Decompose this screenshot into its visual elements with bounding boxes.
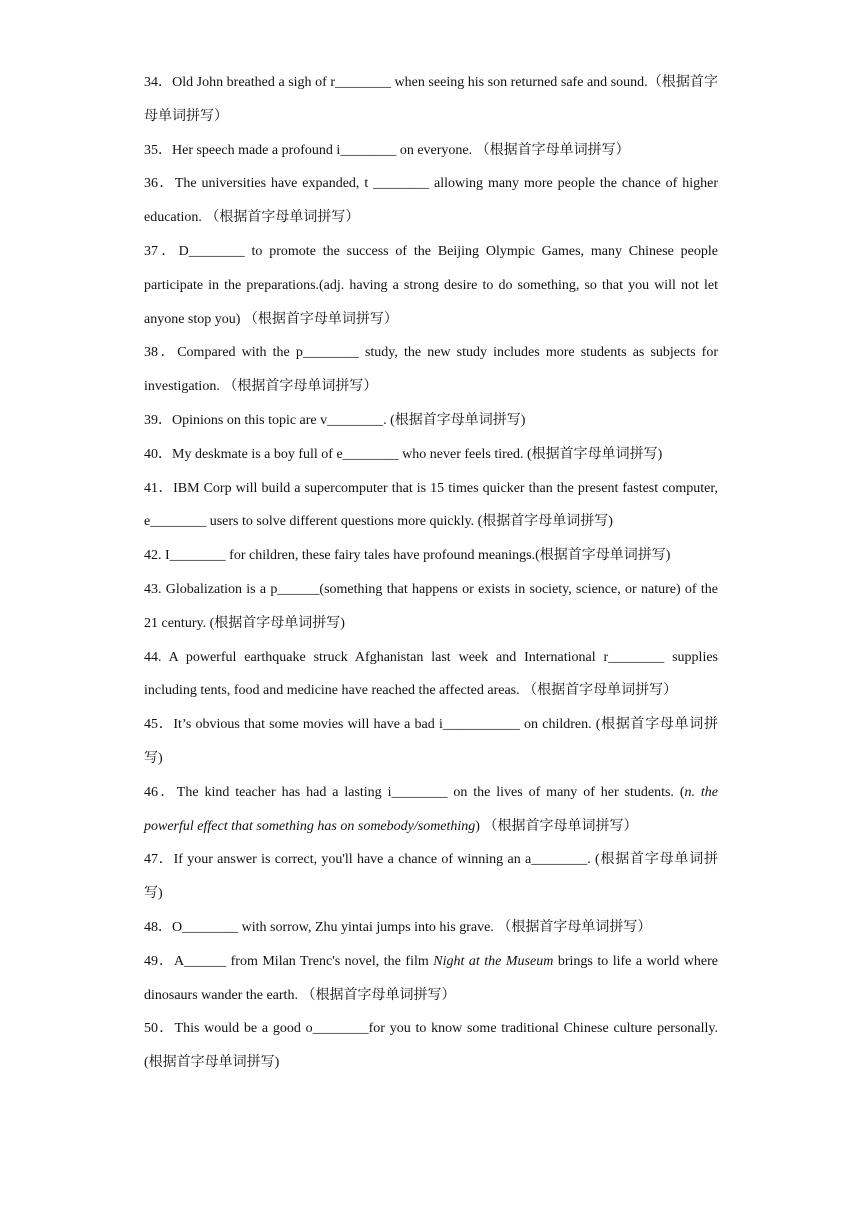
question-text: 50．This would be a good o________for you to know some traditional Chinese culture personally. (根据首字母单词拼写) [144, 1021, 718, 1071]
question-text: 46．The kind teacher has had a lasting i________ on the lives of many of her students. ( [144, 784, 685, 800]
question-text: 40．My deskmate is a boy full of e________ who never feels tired. (根据首字母单词拼写) [144, 446, 663, 462]
question-item [144, 539, 718, 573]
question-text: 36．The universities have expanded, t ________ allowing many more people the chance of higher education. （根据首字母单词拼写） [144, 176, 718, 226]
question-item [144, 776, 718, 844]
question-item [144, 134, 718, 168]
question-text: 44. A powerful earthquake struck Afghanistan last week and International r________ supplies including tents, food and medicine have reached the affected areas. （根据首字母单词拼写） [144, 649, 718, 699]
question-item [144, 438, 718, 472]
question-item [144, 911, 718, 945]
question-list [144, 66, 718, 1080]
question-text: 41．IBM Corp will build a supercomputer that is 15 times quicker than the present fastest computer, e________ users to solve different questions more quickly. (根据首字母单词拼写) [144, 480, 718, 530]
question-item [144, 66, 718, 134]
question-text: 45．It’s obvious that some movies will have a bad i___________ on children. (根据首字母单词拼写) [144, 717, 718, 766]
question-text: 34．Old John breathed a sigh of r________ when seeing his son returned safe and sound.（根据首字母单词拼写） [144, 75, 718, 124]
question-text: 49．A______ from Milan Trenc's novel, the film [144, 953, 434, 969]
question-text: 38．Compared with the p________ study, the new study includes more students as subjects for investigation. （根据首字母单词拼写） [144, 345, 718, 395]
question-text: 47．If your answer is correct, you'll have a chance of winning an a________. (根据首字母单词拼写) [144, 852, 718, 902]
question-item [144, 235, 718, 336]
question-text: 35．Her speech made a profound i________ on everyone. （根据首字母单词拼写） [144, 142, 630, 158]
question-text: ) （根据首字母单词拼写） [475, 818, 638, 834]
question-item [144, 945, 718, 1013]
question-text: 43. Globalization is a p______(something that happens or exists in society, science, or nature) of the 21 century. (根据首字母单词拼写) [144, 581, 718, 631]
question-item [144, 708, 718, 776]
question-text: brings to life a world where dinosaurs wander the earth. （根据首字母单词拼写） [144, 953, 719, 1003]
question-text: 42. I________ for children, these fairy tales have profound meanings.(根据首字母单词拼写) [144, 548, 671, 564]
question-text: 48．O________ with sorrow, Zhu yintai jumps into his grave. （根据首字母单词拼写） [144, 919, 652, 935]
question-item [144, 472, 718, 540]
question-text: 39．Opinions on this topic are v________. (根据首字母单词拼写) [144, 412, 526, 428]
question-italic-text: Night at the Museum [433, 953, 554, 969]
question-item [144, 641, 718, 709]
question-item [144, 573, 718, 641]
question-text: 37．D________ to promote the success of the Beijing Olympic Games, many Chinese people participate in the preparations.(adj. having a strong desire to do something, so that you will not let anyone stop you) （根据首字母单词拼写） [144, 243, 718, 327]
document-page [144, 66, 718, 1080]
question-item [144, 336, 718, 404]
question-item [144, 167, 718, 235]
question-italic-text: n. the powerful effect that something has on somebody/something [144, 784, 718, 834]
question-item [144, 843, 718, 911]
question-item [144, 404, 718, 438]
question-item [144, 1012, 718, 1080]
